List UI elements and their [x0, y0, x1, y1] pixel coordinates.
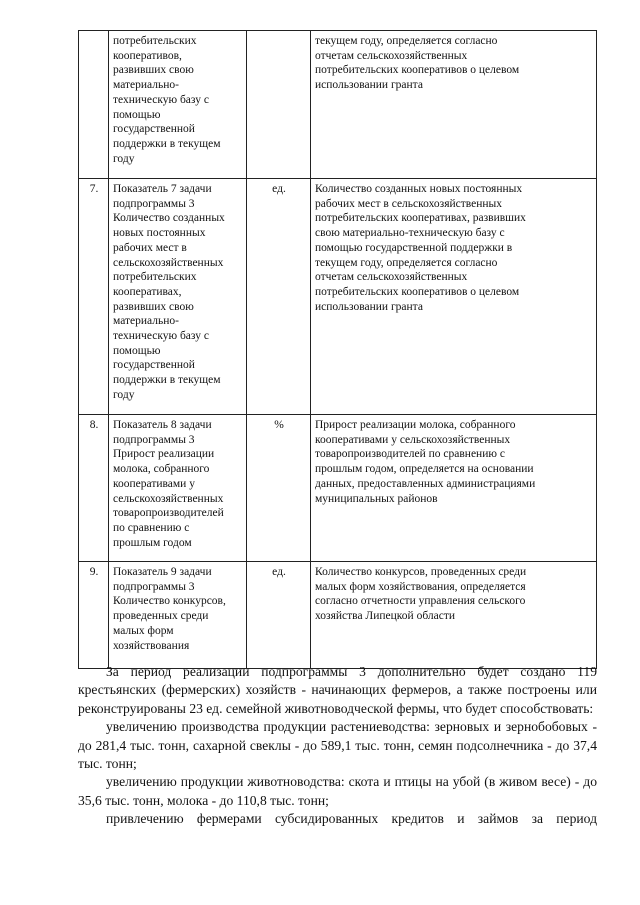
- indicator-description-line: использовании гранта: [315, 300, 423, 313]
- indicator-name-line: подпрограммы 3: [113, 197, 195, 210]
- indicator-name-line: материально-: [113, 315, 179, 328]
- indicator-name-line: материально-: [113, 79, 179, 92]
- unit-of-measure: ед.: [247, 179, 311, 415]
- row-number: 8.: [79, 415, 109, 562]
- indicator-name-line: году: [113, 152, 135, 165]
- indicator-name-line: сельскохозяйственных: [113, 492, 224, 505]
- indicators-table: [78, 30, 597, 669]
- indicator-name-line: подпрограммы 3: [113, 433, 195, 446]
- indicator-name: [109, 415, 247, 562]
- indicator-name: [109, 179, 247, 415]
- indicator-name-line: кооперативов,: [113, 49, 182, 62]
- indicator-name-line: товаропроизводителей: [113, 507, 224, 520]
- indicator-description-line: рабочих мест в сельскохозяйственных: [315, 197, 503, 210]
- indicator-description-line: хозяйства Липецкой области: [315, 610, 456, 623]
- unit-of-measure: [247, 31, 311, 179]
- indicator-name-line: Показатель 8 задачи: [113, 419, 212, 431]
- body-text: [78, 663, 597, 829]
- indicator-description-line: использовании гранта: [315, 79, 423, 92]
- indicator-description-line: Количество созданных новых постоянных: [315, 183, 523, 195]
- indicator-description-line: муниципальных районов: [315, 492, 438, 505]
- indicator-description-line: потребительских кооперативов о целевом: [315, 285, 520, 298]
- table-row: [79, 179, 597, 415]
- indicator-description-line: малых форм хозяйствования, определяется: [315, 580, 526, 593]
- paragraph-credits: привлечению фермерами субсидированных кредитов и займов за период: [106, 811, 597, 827]
- indicator-name-line: подпрограммы 3: [113, 580, 195, 593]
- indicator-description-line: согласно отчетности управления сельского: [315, 595, 526, 608]
- indicator-name-line: Показатель 9 задачи: [113, 566, 212, 578]
- indicator-description-line: свою материально-техническую базу с: [315, 227, 505, 240]
- indicator-description-line: товаропроизводителей по сравнению с: [315, 448, 505, 461]
- indicator-name-line: техническую базу с: [113, 93, 209, 106]
- indicator-name-line: малых форм: [113, 624, 174, 637]
- indicator-name-line: Показатель 7 задачи: [113, 183, 212, 195]
- indicator-description-line: данных, предоставленных администрациями: [315, 477, 536, 490]
- indicator-name-line: поддержки в текущем: [113, 137, 221, 150]
- indicator-description-line: прошлым годом, определяется на основании: [315, 463, 534, 476]
- indicator-name-line: кооперативами у: [113, 477, 195, 490]
- indicator-name-line: кооперативах,: [113, 285, 182, 298]
- indicator-description-line: Прирост реализации молока, собранного: [315, 419, 516, 431]
- table-row: [79, 415, 597, 562]
- indicator-description: [311, 415, 597, 562]
- indicator-description-line: Количество конкурсов, проведенных среди: [315, 566, 527, 578]
- indicator-name-line: рабочих мест в: [113, 241, 187, 254]
- indicator-name-line: сельскохозяйственных: [113, 256, 224, 269]
- paragraph-intro: За период реализации подпрограммы 3 дополнительно будет создано 119 крестьянских (фермерских) хозяйств - начинающих фермеров, а также построены или реконструированы 23 ед. семейной животноводческой фермы, что будет способствовать:: [78, 664, 597, 716]
- indicator-description-line: кооперативами у сельскохозяйственных: [315, 433, 511, 446]
- indicator-name-line: Прирост реализации: [113, 448, 215, 461]
- paragraph-livestock: увеличению продукции животноводства: скота и птицы на убой (в живом весе) - до 35,6 тыс. тонн, молока - до 110,8 тыс. тонн;: [78, 774, 597, 808]
- indicator-description: [311, 562, 597, 669]
- indicator-name-line: проведенных среди: [113, 610, 209, 623]
- table-row: [79, 31, 597, 179]
- row-number: 7.: [79, 179, 109, 415]
- indicator-description-line: потребительских кооперативах, развивших: [315, 212, 526, 225]
- indicator-name-line: помощью: [113, 344, 161, 357]
- indicator-description-line: текущем году, определяется согласно: [315, 35, 498, 47]
- indicator-name-line: хозяйствования: [113, 639, 190, 652]
- indicator-name-line: молока, собранного: [113, 463, 210, 476]
- indicator-name-line: Количество созданных: [113, 212, 225, 225]
- indicator-name-line: государственной: [113, 359, 195, 372]
- paragraph-crops: увеличению производства продукции растениеводства: зерновых и зернобобовых - до 281,4 тыс. тонн, сахарной свеклы - до 589,1 тыс. тонн, семян подсолнечника - до 37,4 тыс. тонн;: [78, 719, 597, 772]
- indicator-name-line: поддержки в текущем: [113, 374, 221, 387]
- indicator-name-line: государственной: [113, 123, 195, 136]
- indicator-description-line: потребительских кооперативов о целевом: [315, 64, 520, 77]
- indicator-description-line: текущем году, определяется согласно: [315, 256, 498, 269]
- indicator-name: [109, 31, 247, 179]
- unit-of-measure: %: [247, 415, 311, 562]
- indicator-description-line: помощью государственной поддержки в: [315, 241, 513, 254]
- row-number: 9.: [79, 562, 109, 669]
- indicator-name-line: развивших свою: [113, 64, 194, 77]
- indicator-name-line: году: [113, 388, 135, 401]
- indicator-name-line: по сравнению с: [113, 521, 190, 534]
- indicator-name-line: техническую базу с: [113, 330, 209, 343]
- indicator-description-line: отчетам сельскохозяйственных: [315, 271, 468, 284]
- table-row: [79, 562, 597, 669]
- indicator-name-line: новых постоянных: [113, 227, 206, 240]
- indicator-description: [311, 31, 597, 179]
- indicator-name-line: развивших свою: [113, 300, 194, 313]
- indicator-description: [311, 179, 597, 415]
- indicator-name-line: прошлым годом: [113, 536, 192, 549]
- indicator-name-line: потребительских: [113, 271, 197, 284]
- unit-of-measure: ед.: [247, 562, 311, 669]
- indicator-name-line: Количество конкурсов,: [113, 595, 226, 608]
- indicator-name-line: потребительских: [113, 35, 197, 47]
- indicator-name-line: помощью: [113, 108, 161, 121]
- row-number: [79, 31, 109, 179]
- indicator-name: [109, 562, 247, 669]
- indicator-description-line: отчетам сельскохозяйственных: [315, 49, 468, 62]
